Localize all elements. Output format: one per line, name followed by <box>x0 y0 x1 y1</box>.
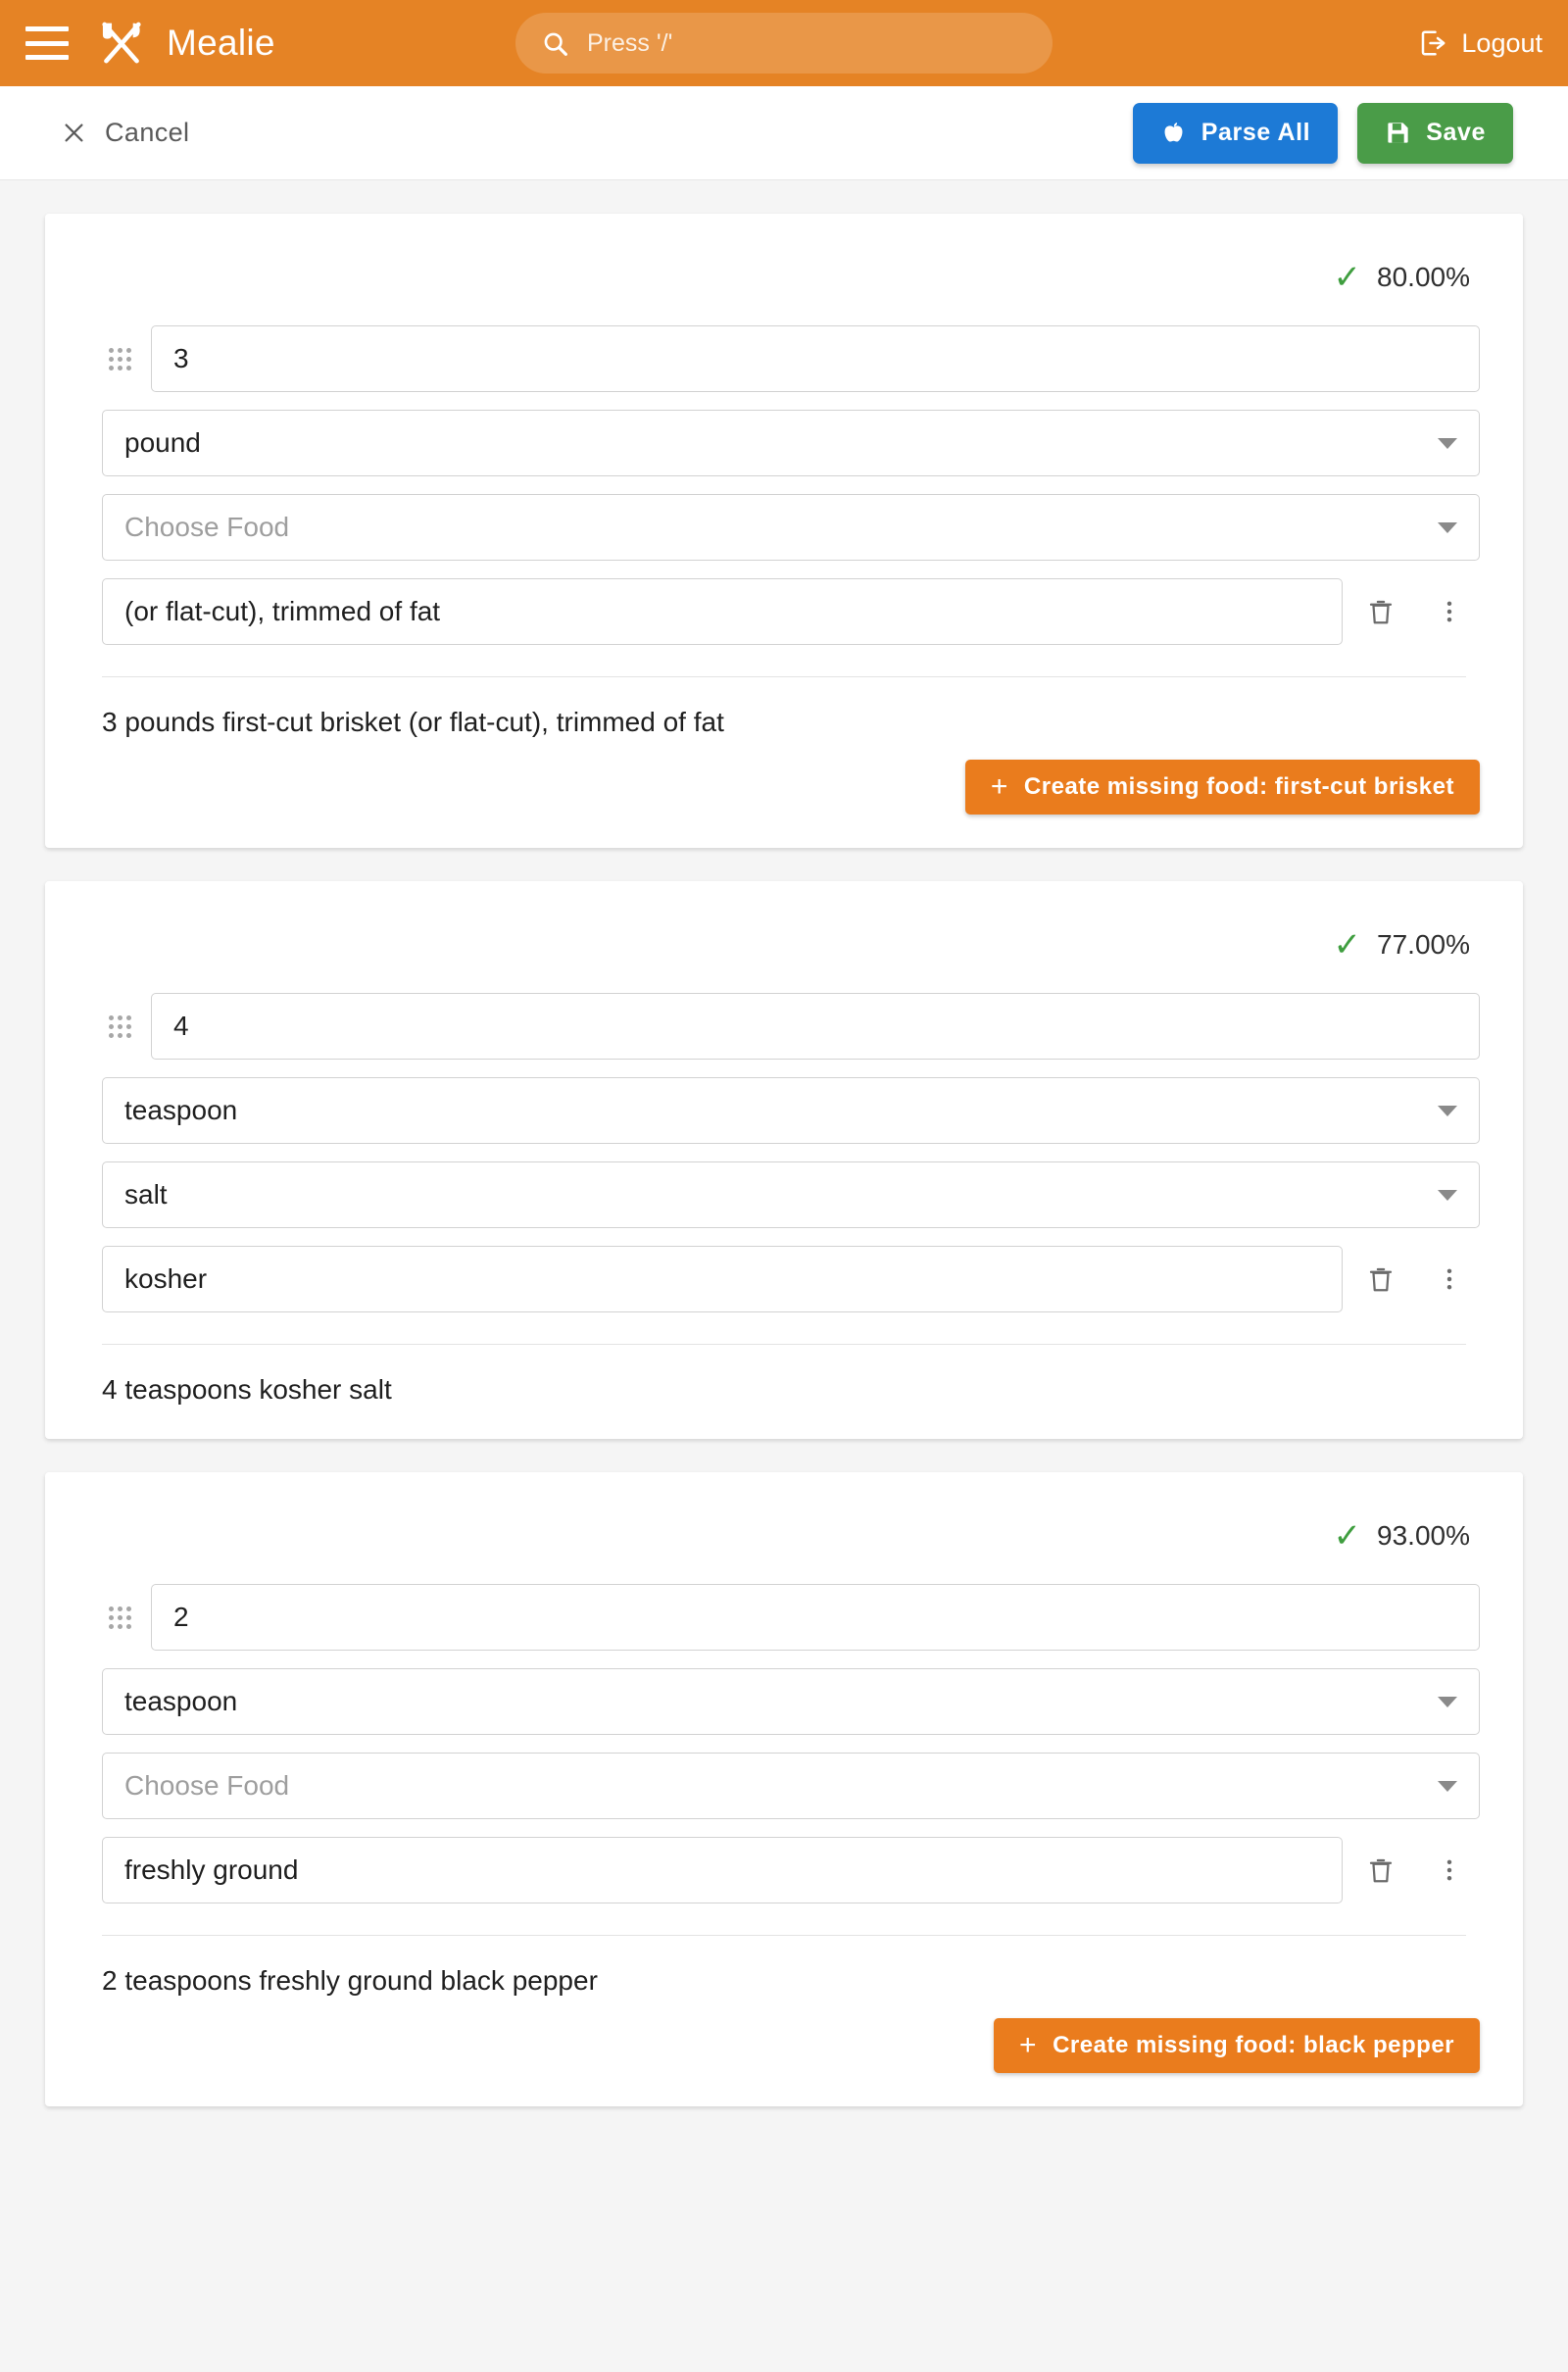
ingredient-card <box>45 1472 1523 2106</box>
parse-all-button[interactable] <box>1133 103 1338 164</box>
parse-all-label: Parse All <box>1200 119 1311 146</box>
confidence-value: 77.00% <box>1377 929 1470 960</box>
chevron-down-icon <box>1438 1697 1457 1707</box>
quantity-value: 3 <box>173 343 189 373</box>
create-missing-row <box>88 738 1480 815</box>
create-missing-food-label: Create missing food: black pepper <box>1053 2032 1454 2058</box>
note-row <box>88 1837 1480 1903</box>
more-vertical-icon <box>1436 598 1463 625</box>
close-icon <box>61 120 87 146</box>
hamburger-menu-icon[interactable] <box>25 26 69 60</box>
unit-select-row <box>88 410 1480 476</box>
logout-button[interactable] <box>1418 28 1543 59</box>
food-value: salt <box>124 1179 168 1210</box>
search-input[interactable] <box>515 13 1053 74</box>
food-placeholder: Choose Food <box>124 512 290 542</box>
app-bar <box>0 0 1568 86</box>
ingredient-menu-button[interactable] <box>1419 581 1480 642</box>
logout-icon <box>1418 28 1447 58</box>
ingredient-list <box>0 214 1568 2106</box>
quantity-value: 2 <box>173 1602 189 1632</box>
note-row <box>88 1246 1480 1312</box>
note-input[interactable] <box>102 1246 1343 1312</box>
cancel-label: Cancel <box>105 118 190 147</box>
ingredient-card <box>45 881 1523 1439</box>
ingredient-menu-button[interactable] <box>1419 1249 1480 1310</box>
unit-select[interactable] <box>102 410 1480 476</box>
unit-value: teaspoon <box>124 1095 238 1125</box>
note-value: (or flat-cut), trimmed of fat <box>124 596 441 626</box>
save-button[interactable] <box>1357 103 1513 164</box>
check-icon: ✓ <box>1333 1517 1362 1555</box>
quantity-value: 4 <box>173 1011 189 1041</box>
cancel-button[interactable] <box>61 118 189 148</box>
quantity-row <box>88 993 1480 1060</box>
drag-handle-icon[interactable] <box>88 348 151 371</box>
ingredient-menu-button[interactable] <box>1419 1840 1480 1901</box>
food-select-row <box>88 494 1480 561</box>
unit-value: teaspoon <box>124 1686 238 1716</box>
create-missing-row <box>88 1997 1480 2073</box>
delete-ingredient-button[interactable] <box>1350 1249 1411 1310</box>
unit-select-row <box>88 1077 1480 1144</box>
confidence-row <box>88 243 1480 300</box>
confidence-row <box>88 1502 1480 1558</box>
check-icon: ✓ <box>1333 259 1362 296</box>
logout-label: Logout <box>1461 27 1543 58</box>
unit-select[interactable] <box>102 1668 1480 1735</box>
more-vertical-icon <box>1436 1856 1463 1884</box>
quantity-input[interactable] <box>151 1584 1480 1651</box>
create-missing-food-button[interactable] <box>994 2018 1480 2073</box>
chevron-down-icon <box>1438 1106 1457 1116</box>
note-value: kosher <box>124 1263 208 1294</box>
search-icon <box>541 29 569 58</box>
plus-icon: + <box>1019 2029 1038 2061</box>
trash-icon <box>1366 1264 1396 1294</box>
food-select-row <box>88 1753 1480 1819</box>
drag-handle-icon[interactable] <box>88 1015 151 1038</box>
note-input[interactable] <box>102 578 1343 645</box>
confidence-value: 93.00% <box>1377 1520 1470 1551</box>
delete-ingredient-button[interactable] <box>1350 581 1411 642</box>
quantity-input[interactable] <box>151 993 1480 1060</box>
chevron-down-icon <box>1438 1190 1457 1201</box>
chevron-down-icon <box>1438 522 1457 533</box>
note-row <box>88 578 1480 645</box>
food-select[interactable] <box>102 494 1480 561</box>
food-select-row <box>88 1161 1480 1228</box>
search-placeholder: Press '/' <box>587 28 673 57</box>
plus-icon: + <box>990 770 1008 803</box>
original-text: 4 teaspoons kosher salt <box>102 1374 392 1405</box>
create-missing-food-label: Create missing food: first-cut brisket <box>1023 773 1454 800</box>
food-select[interactable] <box>102 1753 1480 1819</box>
create-missing-food-button[interactable] <box>965 760 1480 815</box>
confidence-row <box>88 911 1480 967</box>
check-icon: ✓ <box>1333 926 1362 964</box>
food-placeholder: Choose Food <box>124 1770 290 1801</box>
original-text: 2 teaspoons freshly ground black pepper <box>102 1965 598 1996</box>
more-vertical-icon <box>1436 1265 1463 1293</box>
editor-toolbar <box>0 86 1568 180</box>
apple-icon <box>1160 120 1187 146</box>
unit-select[interactable] <box>102 1077 1480 1144</box>
quantity-row <box>88 325 1480 392</box>
toolbar-actions <box>1133 103 1513 164</box>
trash-icon <box>1366 1855 1396 1885</box>
confidence-value: 80.00% <box>1377 262 1470 292</box>
delete-ingredient-button[interactable] <box>1350 1840 1411 1901</box>
food-select[interactable] <box>102 1161 1480 1228</box>
unit-value: pound <box>124 427 201 458</box>
save-label: Save <box>1426 119 1486 146</box>
chevron-down-icon <box>1438 1781 1457 1792</box>
drag-handle-icon[interactable] <box>88 1606 151 1629</box>
unit-select-row <box>88 1668 1480 1735</box>
save-disk-icon <box>1385 120 1411 146</box>
app-title: Mealie <box>167 23 275 63</box>
quantity-row <box>88 1584 1480 1651</box>
fork-knife-logo-icon <box>94 16 149 71</box>
chevron-down-icon <box>1438 438 1457 449</box>
original-text: 3 pounds first-cut brisket (or flat-cut), trimmed of fat <box>102 707 724 737</box>
quantity-input[interactable] <box>151 325 1480 392</box>
trash-icon <box>1366 597 1396 626</box>
note-input[interactable] <box>102 1837 1343 1903</box>
note-value: freshly ground <box>124 1854 299 1885</box>
ingredient-card <box>45 214 1523 848</box>
